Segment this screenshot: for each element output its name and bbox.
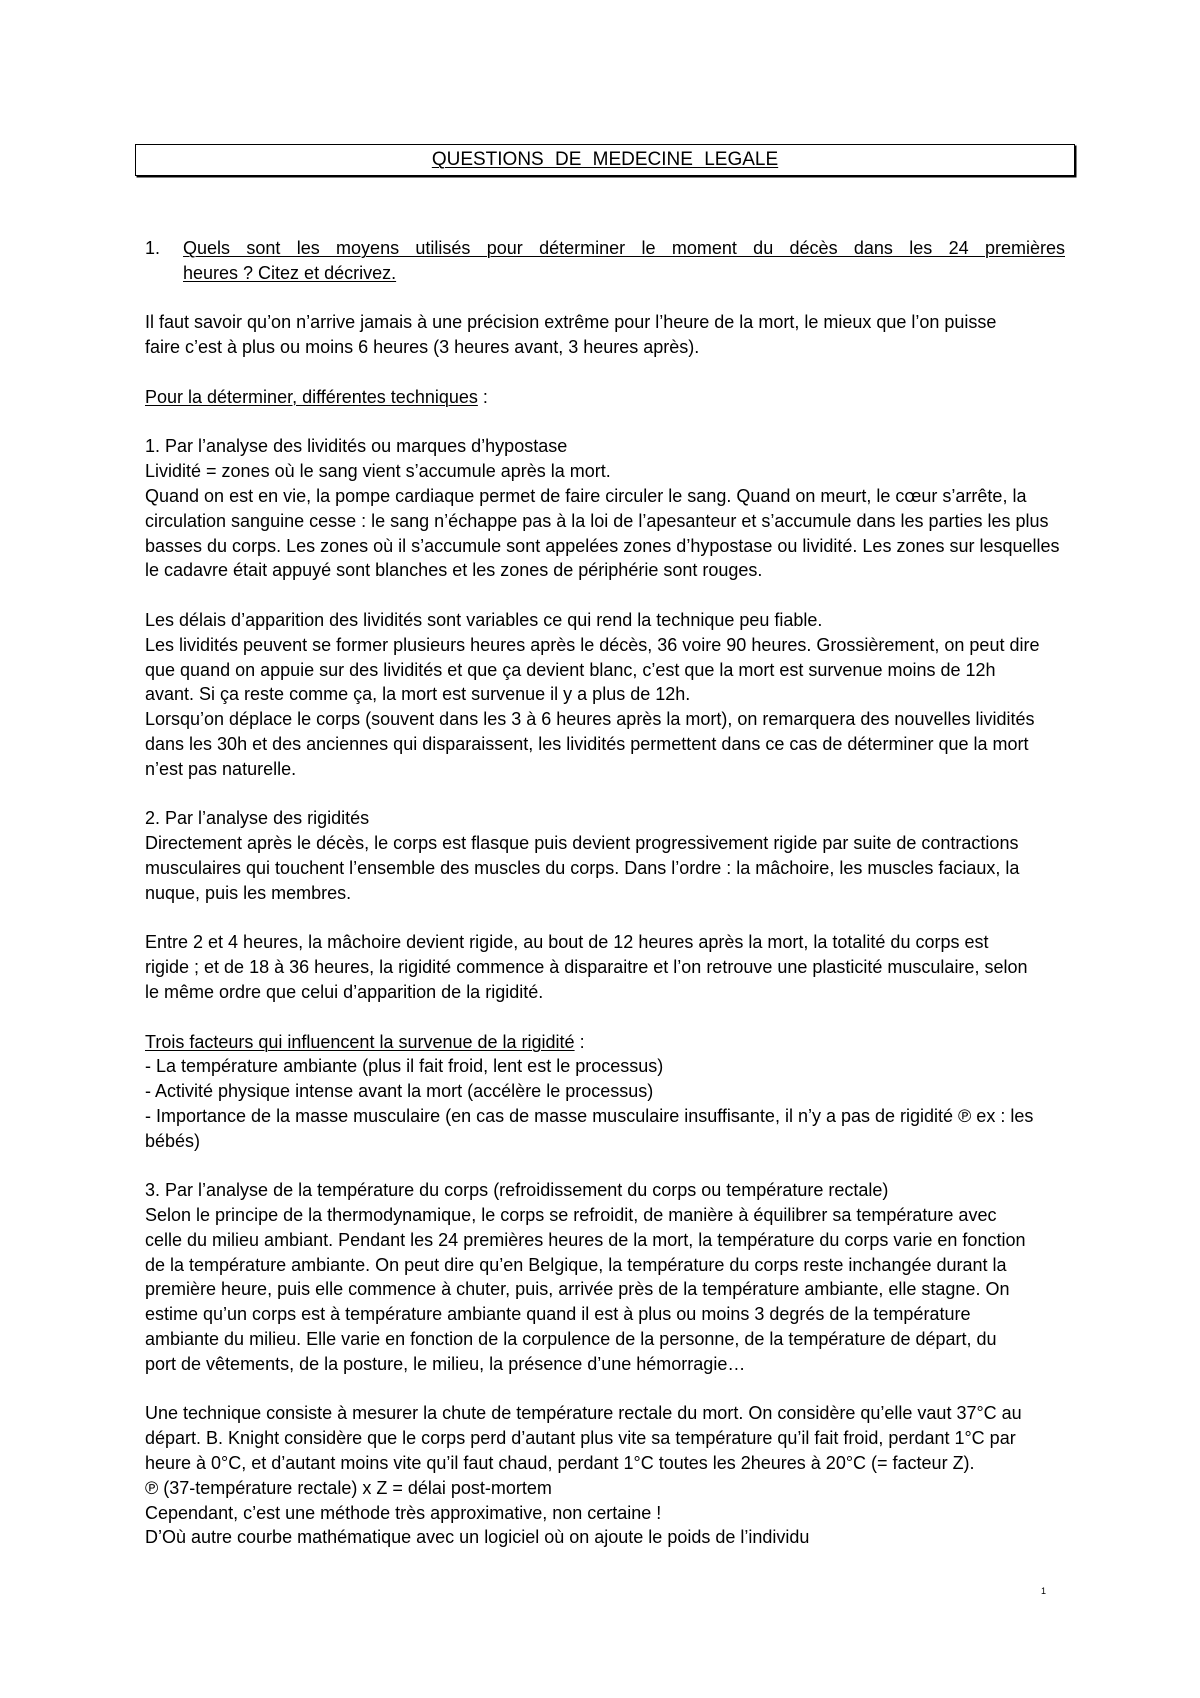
paragraph-line: Cependant, c’est une méthode très approximative, non certaine !	[145, 1502, 662, 1523]
paragraph-line: estime qu’un corps est à température ambiante quand il est à plus ou moins 3 degrés de la température	[145, 1304, 971, 1325]
page-number: 1	[1041, 1586, 1047, 1596]
list-item: - Importance de la masse musculaire (en cas de masse musculaire insuffisante, il n’y a pas de rigidité ℗ ex : les	[145, 1105, 1034, 1126]
question-text	[183, 236, 1065, 286]
question-text-line: Quels sont les moyens utilisés pour déterminer le moment du décès dans les 24 premières	[183, 238, 1065, 258]
intro-paragraph	[145, 310, 1075, 360]
question-number: 1.	[145, 238, 161, 258]
paragraph-line: port de vêtements, de la posture, le milieu, la présence d’une hémorragie…	[145, 1353, 746, 1374]
rigidites-facteurs-list	[145, 1030, 1075, 1154]
title-box	[135, 144, 1075, 176]
section-heading-lividites: 1. Par l’analyse des lividités ou marques d’hypostase	[145, 436, 568, 457]
paragraph-line: nuque, puis les membres.	[145, 882, 352, 903]
paragraph-line: rigide ; et de 18 à 36 heures, la rigidité commence à disparaitre et l’on retrouve une plasticité musculaire, selon	[145, 957, 1028, 978]
paragraph-line: Les délais d’apparition des lividités sont variables ce qui rend la technique peu fiable.	[145, 609, 823, 630]
paragraph-line: basses du corps. Les zones où il s’accumule sont appelées zones d’hypostase ou lividité. Les zones sur lesquelles	[145, 535, 1060, 556]
section-heading-temperature: 3. Par l’analyse de la température du corps (refroidissement du corps ou température rectale)	[145, 1180, 889, 1201]
paragraph-line: faire c’est à plus ou moins 6 heures (3 heures avant, 3 heures après).	[145, 337, 700, 358]
techniques-heading	[145, 385, 1075, 410]
paragraph-line: le cadavre était appuyé sont blanches et les zones de périphérie sont rouges.	[145, 560, 763, 581]
paragraph-line: celle du milieu ambiant. Pendant les 24 premières heures de la mort, la température du corps varie en fonction	[145, 1229, 1026, 1250]
paragraph-line: le même ordre que celui d’apparition de la rigidité.	[145, 981, 544, 1002]
paragraph-line: départ. B. Knight considère que le corps perd d’autant plus vite sa température qu’il fait froid, perdant 1°C par	[145, 1428, 1016, 1449]
techniques-heading-line	[145, 385, 1075, 410]
paragraph-line: Lorsqu’on déplace le corps (souvent dans les 3 à 6 heures après la mort), on remarquera des nouvelles lividités	[145, 709, 1035, 730]
paragraph-line: dans les 30h et des anciennes qui disparaissent, les lividités permettent dans ce cas de déterminer que la mort	[145, 733, 1029, 754]
section-temperature	[145, 1178, 1075, 1376]
paragraph-line: ambiante du milieu. Elle varie en fonction de la corpulence de la personne, de la température de départ, du	[145, 1329, 997, 1350]
paragraph-line: Entre 2 et 4 heures, la mâchoire devient rigide, au bout de 12 heures après la mort, la totalité du corps est	[145, 932, 989, 953]
question-1	[145, 236, 1075, 286]
question-text-line: heures ? Citez et décrivez.	[183, 262, 397, 283]
techniques-heading-label: Pour la déterminer, différentes techniques	[145, 386, 478, 407]
paragraph-line: Il faut savoir qu’on n’arrive jamais à une précision extrême pour l’heure de la mort, le mieux que l’on puisse	[145, 312, 997, 333]
document-title: QUESTIONS DE MEDECINE LEGALE	[431, 149, 779, 170]
techniques-heading-suffix: :	[477, 386, 488, 407]
paragraph-line: de la température ambiante. On peut dire qu’en Belgique, la température du corps reste inchangée durant la	[145, 1254, 1007, 1275]
facteurs-heading-suffix: :	[574, 1031, 585, 1052]
paragraph-line: Directement après le décès, le corps est flasque puis devient progressivement rigide par suite de contractions	[145, 833, 1019, 854]
formula-line: ℗ (37-température rectale) x Z = délai post-mortem	[145, 1477, 552, 1498]
paragraph-line: Lividité = zones où le sang vient s’accumule après la mort.	[145, 461, 611, 482]
section-heading-rigidites: 2. Par l’analyse des rigidités	[145, 808, 370, 829]
paragraph-line: musculaires qui touchent l’ensemble des muscles du corps. Dans l’ordre : la mâchoire, les muscles faciaux, la	[145, 857, 1020, 878]
temperature-technique-paragraph	[145, 1401, 1075, 1550]
section-lividites	[145, 434, 1075, 583]
paragraph-line: avant. Si ça reste comme ça, la mort est survenue il y a plus de 12h.	[145, 684, 691, 705]
list-item: - La température ambiante (plus il fait froid, lent est le processus)	[145, 1056, 664, 1077]
paragraph-line: Une technique consiste à mesurer la chute de température rectale du mort. On considère qu’elle vaut 37°C au	[145, 1403, 1022, 1424]
rigidites-evolution-paragraph	[145, 930, 1075, 1004]
paragraph-line: circulation sanguine cesse : le sang n’échappe pas à la loi de l’apesanteur et s’accumule dans les parties les plus	[145, 510, 1049, 531]
facteurs-heading-line	[145, 1030, 1075, 1055]
paragraph-line: n’est pas naturelle.	[145, 758, 297, 779]
lividites-delais-paragraph	[145, 608, 1075, 782]
paragraph-line: D’Où autre courbe mathématique avec un logiciel où on ajoute le poids de l’individu	[145, 1527, 810, 1548]
paragraph-line: Les lividités peuvent se former plusieurs heures après le décès, 36 voire 90 heures. Grossièrement, on peut dire	[145, 634, 1040, 655]
paragraph-line: heure à 0°C, et d’autant moins vite qu’il faut chaud, perdant 1°C toutes les 2heures à 20°C (= facteur Z).	[145, 1453, 975, 1474]
paragraph-line: Selon le principe de la thermodynamique, le corps se refroidit, de manière à équilibrer sa température avec	[145, 1205, 997, 1226]
paragraph-line: Quand on est en vie, la pompe cardiaque permet de faire circuler le sang. Quand on meurt, le cœur s’arrête, la	[145, 485, 1027, 506]
paragraph-line: première heure, puis elle commence à chuter, puis, arrivée près de la température ambiante, elle stagne. On	[145, 1279, 1010, 1300]
document-body	[145, 236, 1075, 1550]
paragraph-line: que quand on appuie sur des lividités et que ça devient blanc, c’est que la mort est survenue moins de 12h	[145, 659, 996, 680]
list-item: - Activité physique intense avant la mort (accélère le processus)	[145, 1081, 654, 1102]
section-rigidites	[145, 806, 1075, 905]
list-item: bébés)	[145, 1130, 201, 1151]
facteurs-heading-label: Trois facteurs qui influencent la survenue de la rigidité	[145, 1031, 575, 1052]
